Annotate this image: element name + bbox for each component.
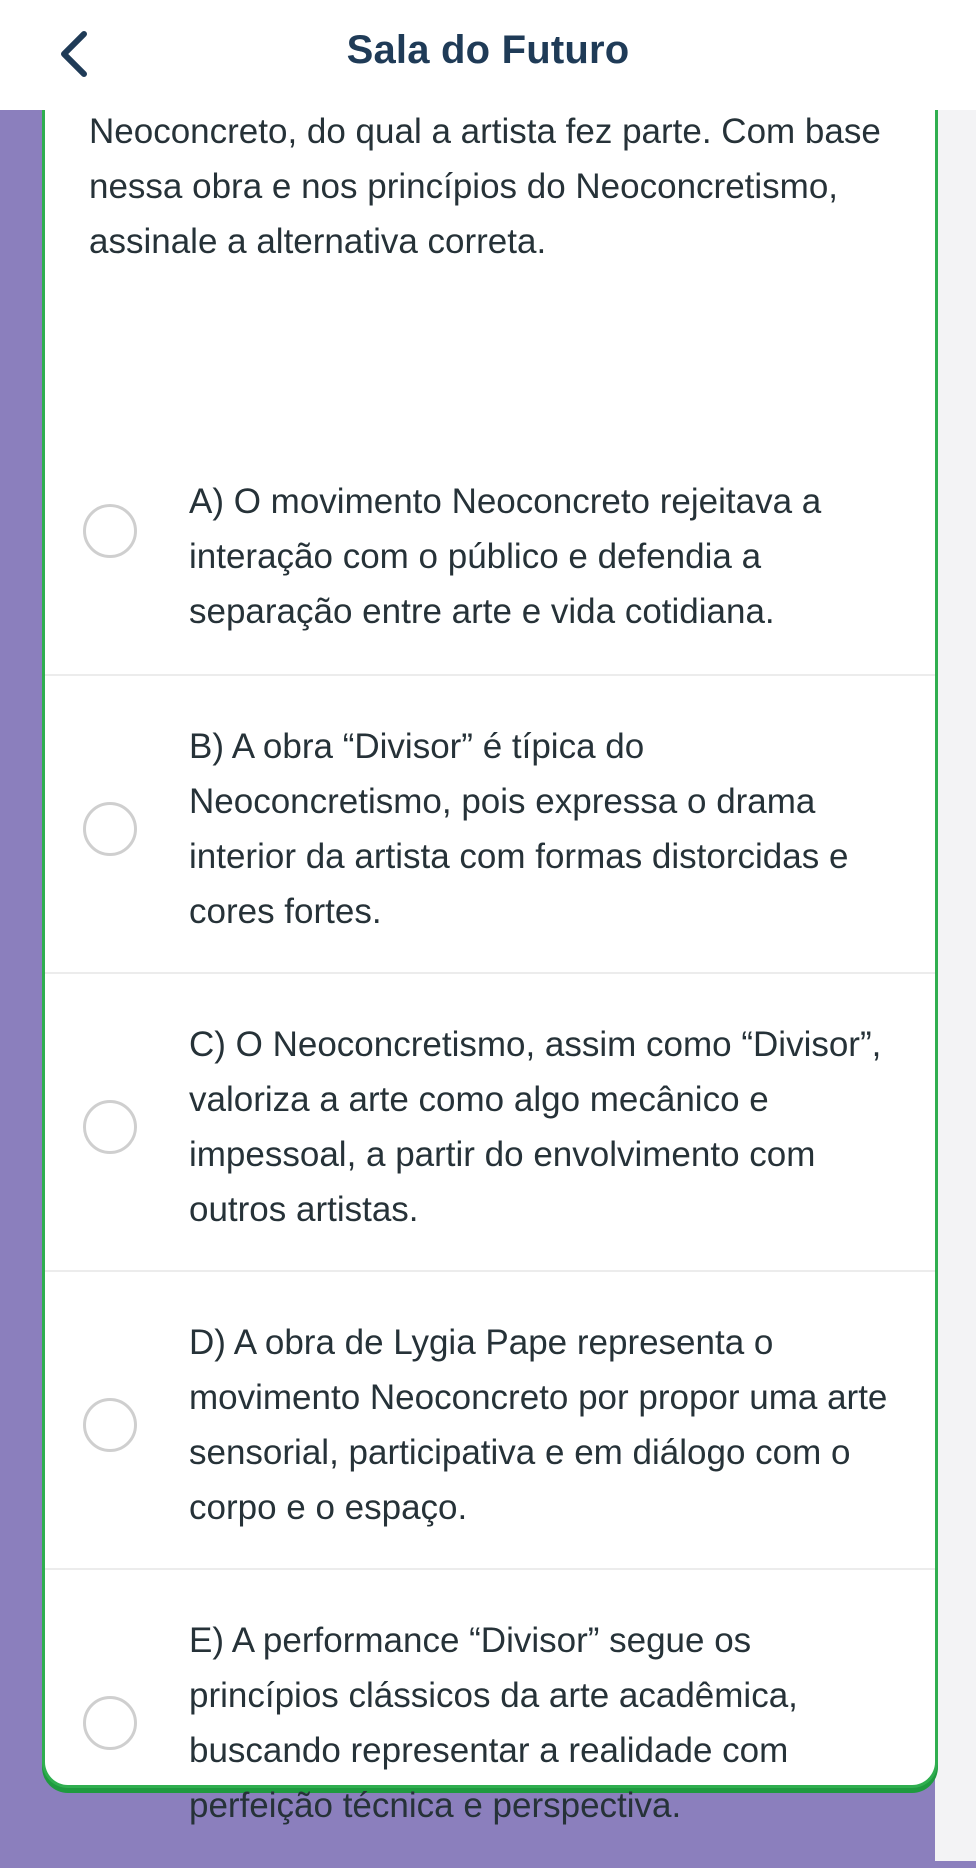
top-app-bar — [0, 0, 976, 110]
radio-button-a[interactable] — [83, 504, 137, 558]
option-c-label: C) O Neoconcretismo, assim como “Divisor”, valoriza a arte como algo mecânico e impessoal, a partir do envolvimento com outros artistas. — [189, 1025, 882, 1229]
option-c[interactable] — [45, 974, 935, 1272]
question-text: Neoconcreto, do qual a artista fez parte. Com base nessa obra e nos princípios do Neoconcretismo, assinale a alternativa correta. — [89, 112, 881, 261]
option-b[interactable] — [45, 676, 935, 974]
option-b-label: B) A obra “Divisor” é típica do Neoconcretismo, pois expressa o drama interior da artista com formas distorcidas e cores fortes. — [189, 727, 849, 931]
option-a[interactable] — [45, 378, 935, 676]
option-e[interactable] — [45, 1570, 935, 1868]
option-d[interactable] — [45, 1272, 935, 1570]
radio-button-e[interactable] — [83, 1696, 137, 1750]
radio-button-c[interactable] — [83, 1100, 137, 1154]
option-e-label: E) A performance “Divisor” segue os princípios clássicos da arte acadêmica, buscando representar a realidade com perfeição técnica e perspectiva. — [189, 1621, 798, 1825]
radio-button-d[interactable] — [83, 1398, 137, 1452]
option-d-label: D) A obra de Lygia Pape representa o movimento Neoconcreto por propor uma arte sensorial, participativa e em diálogo com o corpo e o espaço. — [189, 1323, 888, 1527]
page-title: Sala do Futuro — [346, 28, 630, 72]
radio-button-b[interactable] — [83, 802, 137, 856]
question-card — [42, 80, 938, 1825]
option-a-label: A) O movimento Neoconcreto rejeitava a interação com o público e defendia a separação entre arte e vida cotidiana. — [189, 482, 822, 631]
right-edge-strip — [935, 0, 976, 1861]
